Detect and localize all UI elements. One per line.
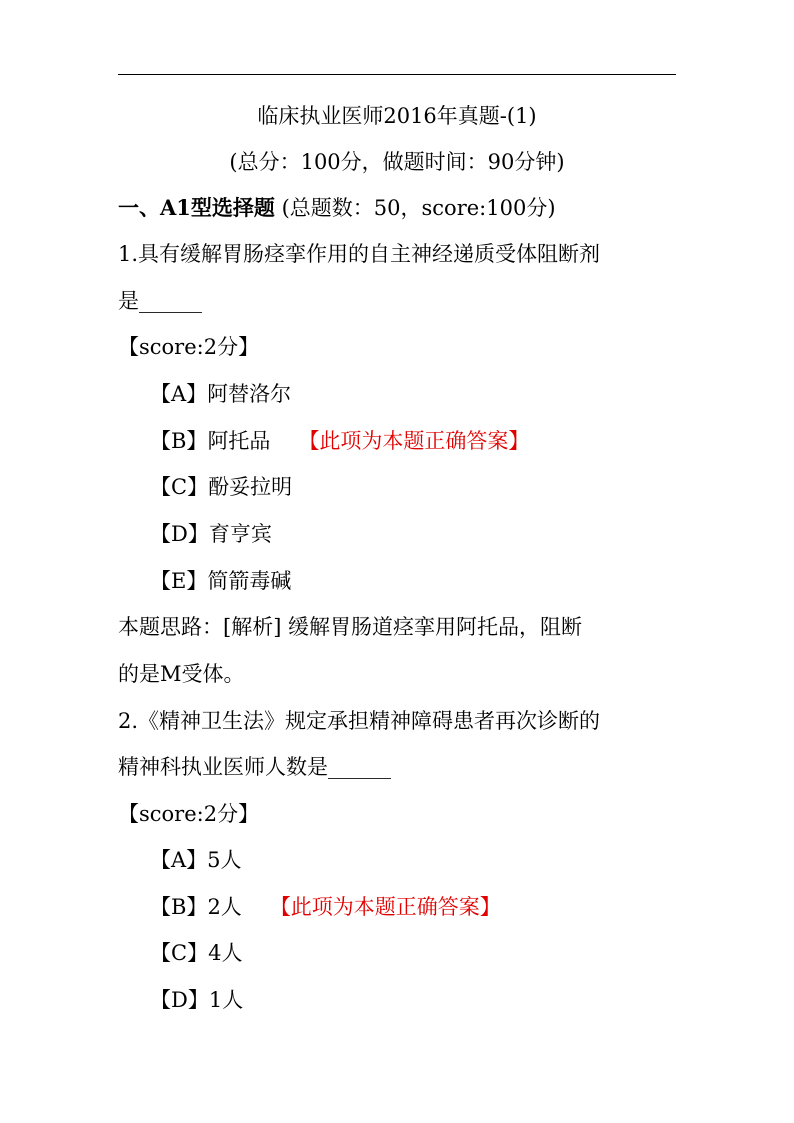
exam-title: 临床执业医师2016年真题-(1) xyxy=(257,104,537,128)
option-text: 2人 xyxy=(207,895,242,919)
question-stem-cont: 精神科执业医师人数是______ xyxy=(118,755,391,779)
option-key: 【C】 xyxy=(150,941,209,965)
option-text: 酚妥拉明 xyxy=(208,475,293,499)
section-heading: 一、A1型选择题 xyxy=(118,195,275,220)
option-a xyxy=(150,379,291,409)
option-text: 4人 xyxy=(208,941,243,965)
header-rule xyxy=(118,74,676,75)
option-d xyxy=(150,519,272,549)
option-c xyxy=(150,938,242,968)
option-key: 【B】 xyxy=(150,429,208,453)
section-header xyxy=(118,193,556,223)
option-key: 【C】 xyxy=(150,475,209,499)
correct-answer-tag: 【此项为本题正确答案】 xyxy=(269,895,501,919)
option-key: 【E】 xyxy=(150,569,208,593)
option-key: 【A】 xyxy=(150,382,208,406)
option-d xyxy=(150,985,243,1015)
question-stem: 1.具有缓解胃肠痉挛作用的自主神经递质受体阻断剂 xyxy=(118,242,601,266)
correct-answer-tag: 【此项为本题正确答案】 xyxy=(298,429,530,453)
option-key: 【D】 xyxy=(150,988,209,1012)
option-e xyxy=(150,566,291,596)
option-text: 简箭毒碱 xyxy=(207,569,292,593)
question-stem: 2.《精神卫生法》规定承担精神障碍患者再次诊断的 xyxy=(118,709,601,733)
option-text: 5人 xyxy=(207,848,242,872)
option-b xyxy=(150,426,529,456)
option-text: 育亨宾 xyxy=(208,522,272,546)
option-a xyxy=(150,845,242,875)
option-key: 【B】 xyxy=(150,895,208,919)
option-text: 1人 xyxy=(208,988,244,1012)
option-b xyxy=(150,892,501,922)
analysis: 本题思路：[解析] 缓解胃肠道痉挛用阿托品，阻断 xyxy=(118,615,583,639)
option-key: 【A】 xyxy=(150,848,208,872)
question-score: 【score:2分】 xyxy=(118,335,260,359)
option-text: 阿托品 xyxy=(207,429,271,453)
exam-meta: (总分：100分，做题时间：90分钟) xyxy=(229,150,565,174)
section-meta: (总题数：50，score:100分) xyxy=(281,196,556,220)
analysis-cont: 的是M受体。 xyxy=(118,662,245,686)
option-c xyxy=(150,472,292,502)
question-score: 【score:2分】 xyxy=(118,802,260,826)
question-stem-cont: 是______ xyxy=(118,289,202,313)
option-text: 阿替洛尔 xyxy=(207,382,292,406)
option-key: 【D】 xyxy=(150,522,209,546)
